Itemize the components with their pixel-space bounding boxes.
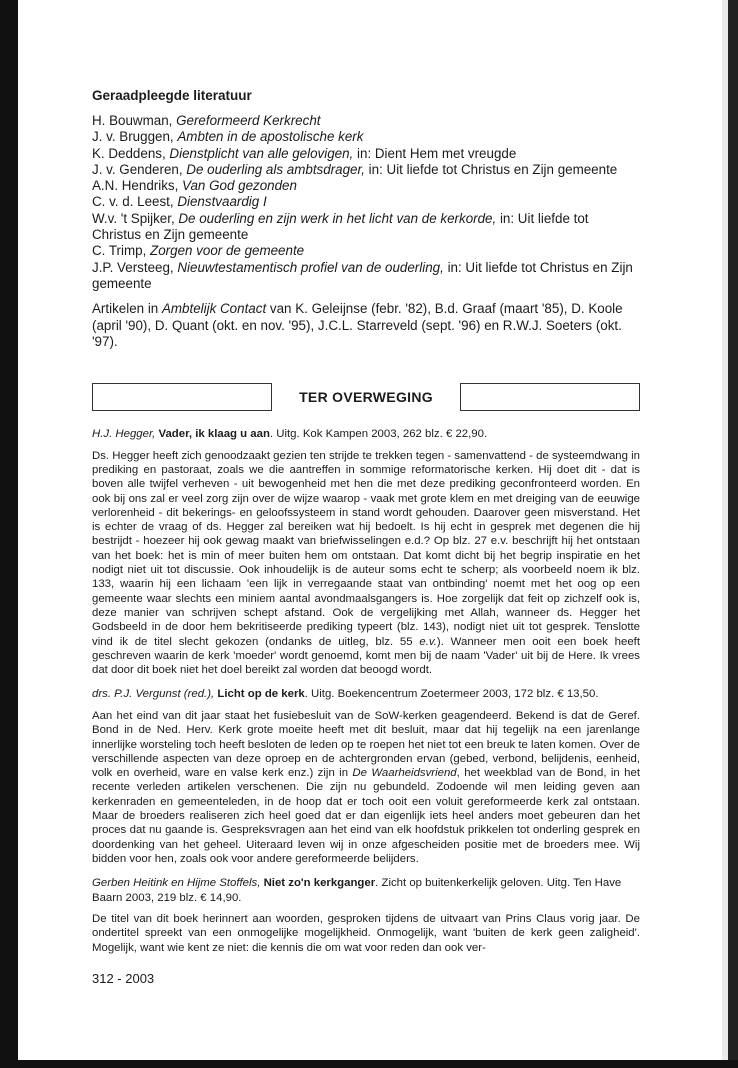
literature-title: De ouderling als ambtsdrager, xyxy=(186,161,365,177)
literature-item xyxy=(92,178,640,194)
literature-item xyxy=(92,194,640,210)
literature-author: J.P. Versteeg, xyxy=(92,259,178,275)
review-separator xyxy=(92,677,640,687)
banner-box-left xyxy=(92,383,272,411)
literature-item xyxy=(92,211,640,244)
review-book-title: Niet zo'n kerkganger xyxy=(263,877,376,890)
literature-title: De ouderling en zijn werk in het licht van de kerkorde, xyxy=(178,210,497,226)
review-text-part: , het weekblad van de Bond, in het recente verleden artikelen verschenen. Die zijn nu gebundeld. Zodoende wil men leiding geven aan kerkenraden en gemeenteleden, in de hoop dat er toch ooit een voluit gereformeerde kerk zal ontstaan. Maar de broeders realiseren zich heel goed dat er dan eigenlijk iets heel anders moet gebeuren dan het proces dat nu gaande is. Gespreksvragen aan het eind van elk hoofdstuk prikkelen tot onderling gesprek en doordenking van het geheel. Uiteraard leven wij in onze afgescheiden positie met de broeders mee. Wij bidden voor hen, zoals ook voor andere gereformeerde belijders. xyxy=(92,767,640,865)
articles-pre: Artikelen in xyxy=(92,301,162,317)
literature-title: Gereformeerd Kerkrecht xyxy=(176,113,321,128)
literature-source: in: Dient Hem met vreugde xyxy=(353,145,517,161)
literature-item xyxy=(92,162,640,178)
literature-heading: Geraadpleegde literatuur xyxy=(92,88,252,103)
literature-item xyxy=(92,146,640,162)
review-publisher: . Uitg. Boekencentrum Zoetermeer 2003, 172 blz. € 13,50. xyxy=(304,688,599,701)
section-title: TER OVERWEGING xyxy=(299,389,433,406)
articles-paragraph xyxy=(92,301,640,350)
banner-box-right xyxy=(460,383,640,411)
literature-source: in: Uit liefde tot Christus en Zijn gemeente xyxy=(92,210,589,243)
review-text xyxy=(92,449,640,678)
articles-post: van K. Geleijnse (febr. '82), B.d. Graaf (maart '85), D. Koole (april '90), D. Quant (okt. en nov. '95), J.C.L. Starreveld (sept. '96) en R.W.J. Soeters (okt. '97). xyxy=(92,301,623,349)
review-text-part: Ds. Hegger heeft zich genoodzaakt gezien ten strijde te trekken tegen - samenvattend - de systeemdwang in prediking en pastoraat, zoals we die aantreffen in sommige reformatorische kerken. Hij doet dit - dat is boven alle twijfel verheven - uit bewogenheid met hen die met deze prediking geconfronteerd worden. En ook bij ons zal er veel zorg zijn over de wijze waarop - vaak met grote klem en met dreiging van de eeuwige verlorenheid - dit bekerings- en geloofssysteem in stand wordt gehouden. Daarover geen misverstand. Het is echter de vraag of ds. Hegger zal bereiken wat hij bedoelt. Is hij echt in gesprek met degenen die hij bestrijdt - hoezeer hij ook gewag maakt van briefwisselingen e.d.? Op blz. 27 e.v. beschrijft hij het ontstaan van het boek: het is min of meer buiten hem om ontstaan. Dat komt dicht bij het begrip inspiratie en het nodigt niet uit tot discussie. Ook inhoudelijk is de auteur soms echt te scherp; als voorbeeld noem ik blz. 133, waarin hij een lichaam 'een lijk in verregaande staat van ontbinding' noemt met het oog op een gemeente waar slechts een miniem aantal avondmaalsgangers is. Hoe zorgelijk dat feit op zichzelf ook is, deze manier van schrijven schept afstand. Ook de vergelijking met Allah, wanneer ds. Hegger het Godsbeeld in de door hem bekritiseerde prediking typeert (blz. 143), nodigt niet uit tot gesprek. Tenslotte vind ik de titel slecht gekozen (ondanks de uitleg, blz. 55 xyxy=(92,449,640,648)
literature-title: Van God gezonden xyxy=(182,178,297,194)
review-citation xyxy=(92,876,640,905)
literature-title: Zorgen voor de gemeente xyxy=(150,243,305,259)
literature-title: Nieuwtestamentisch profiel van de ouderling, xyxy=(177,259,444,275)
section-banner xyxy=(92,383,640,413)
literature-title: Dienstplicht van alle gelovigen, xyxy=(169,145,354,161)
articles-magazine: Ambtelijk Contact xyxy=(161,301,267,317)
review-book-title: Licht op de kerk xyxy=(217,688,305,701)
page-content xyxy=(92,88,640,986)
review-author: drs. P.J. Vergunst (red.), xyxy=(92,688,215,701)
review-text xyxy=(92,709,640,866)
reviews xyxy=(92,427,640,955)
review-text xyxy=(92,912,640,955)
scan-edge-left xyxy=(0,0,18,1068)
review-text-part: Aan het eind van dit jaar staat het fusiebesluit van de SoW-kerken geagendeerd. Bekend is dat de Geref. Bond in de Ned. Herv. Kerk grote moeite heeft met dit besluit, maar dat hij tegelijk na een jarenlange innerlijke worsteling toch heeft besloten de leden op te roepen het niet tot een breuk te laten komen. Over de verschillende aspecten van deze oproep en de achtergronden ervan (gebed, verbond, belijdenis, eenheid, volk en overheid, ware en valse kerk enz.) zijn in xyxy=(92,709,640,780)
review-text-part: De titel van dit boek herinnert aan woorden, gesproken tijdens de uitvaart van Prins Claus vorig jaar. De ondertitel spreekt van een onmogelijke mogelijkheid. Onmogelijk, want 'buiten de kerk geen zaligheid'. Mogelijk, want wie kent ze niet: die kennis die om wat voor reden dan ook ver- xyxy=(92,913,640,954)
review-author: Gerben Heitink en Hijme Stoffels, xyxy=(92,877,261,890)
page-number: 312 - 2003 xyxy=(92,971,155,987)
review-text-part: De Waarheidsvriend xyxy=(352,767,457,780)
literature-item xyxy=(92,243,640,259)
literature-author: W.v. 't Spijker, xyxy=(92,210,179,226)
literature-item xyxy=(92,129,640,145)
review-text-part: ). Wanneer men ooit een boek heeft geschreven waarin de kerk 'moeder' wordt genoemd, komt men bij de naam 'Vader' uit bij de Here. Ik vrees dat door dit boek niet het doel bereikt zal worden dat beoogd wordt. xyxy=(92,635,640,677)
review-publisher: . Uitg. Kok Kampen 2003, 262 blz. € 22,90. xyxy=(269,428,488,441)
scan-edge-right xyxy=(728,0,738,1068)
literature-source: in: Uit liefde tot Christus en Zijn gemeente xyxy=(364,161,618,177)
literature-author: H. Bouwman, xyxy=(92,113,177,128)
literature-author: J. v. Genderen, xyxy=(92,161,187,177)
review-book-title: Vader, ik klaag u aan xyxy=(158,428,270,441)
literature-author: C. v. d. Leest, xyxy=(92,194,178,210)
literature-item xyxy=(92,260,640,293)
literature-author: A.N. Hendriks, xyxy=(92,178,183,194)
literature-author: K. Deddens, xyxy=(92,145,170,161)
literature-author: C. Trimp, xyxy=(92,243,151,259)
literature-title: Ambten in de apostolische kerk xyxy=(177,129,364,145)
literature-item xyxy=(92,113,640,129)
literature-author: J. v. Bruggen, xyxy=(92,129,178,145)
literature-list xyxy=(92,113,640,292)
review-citation xyxy=(92,687,640,702)
review-publisher: . Zicht op buitenkerkelijk geloven. Uitg. Ten Have Baarn 2003, 219 blz. € 14,90. xyxy=(92,877,622,904)
review-text-part: e.v. xyxy=(419,635,437,648)
literature-title: Dienstvaardig I xyxy=(177,194,267,210)
scan-edge-bottom xyxy=(0,1060,738,1068)
review-citation xyxy=(92,427,640,442)
review-separator xyxy=(92,866,640,876)
literature-source: in: Uit liefde tot Christus en Zijn gemeente xyxy=(92,259,633,291)
review-author: H.J. Hegger, xyxy=(92,428,156,441)
